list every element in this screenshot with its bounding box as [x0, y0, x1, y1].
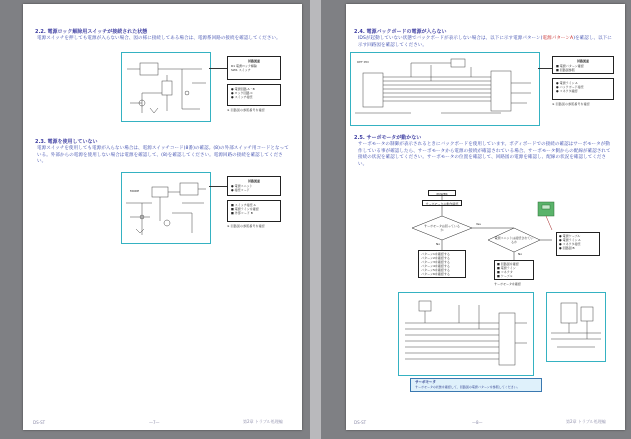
section-heading: 2.2. 電源ロック解除用スイッチが接続された状態 [35, 29, 148, 35]
page-number: —7— [149, 420, 160, 425]
right-page [346, 4, 625, 430]
callout-line: ■ スイッチ接続 A [231, 203, 256, 207]
flow-list-item: パターン3を確認する [421, 260, 450, 264]
section-heading: 2.3. 電源を使用していない [35, 139, 98, 145]
section-text-tail: )を確認し、以下に示す回路図を確認してください。 [358, 36, 612, 48]
callout-line: ● 電源回路 A・B [231, 87, 255, 91]
note-text: サーボモータの状態を確認して、回路図の電源パターンを参照してください。 [415, 385, 520, 389]
section-text: 電源スイッチを使用しても電源が入らない場合は、電源スイッチコード(8番)の確認。(8)の外部スイッチ用コードとなっている。外部からの電源を使用しない場合は電源を確認して、(8)を確認してください。電源回路の接続を確認してください。 [37, 146, 289, 164]
leader-line [209, 186, 227, 187]
detail-figure [546, 292, 606, 362]
callout-box [227, 200, 281, 222]
section-text-main: IDSが起動していない状態でバックボードが表示しない場合は、以下に示す電源パターン( [358, 36, 543, 41]
svg-text:REF PIN: REF PIN [357, 60, 369, 64]
flow-list-item: ■ 電源ライン [497, 266, 516, 270]
flow-list-box [418, 250, 466, 278]
flow-list-item: パターン4を確認する [421, 264, 450, 268]
flow-decision: サーボモータは回っているか [424, 224, 460, 232]
callout-line: ■ 回路図参照 [556, 68, 575, 72]
callout-line: ● 電源ライン A [556, 81, 578, 85]
wiring-figure [398, 292, 534, 376]
callout-line: ■ 電源ラインを確認 [231, 207, 259, 211]
flow-no-label: No [518, 252, 523, 256]
section-text: 電源スイッチを押しても電源が入らない場合、図の様に接続してある場合は、電源系回路の接続を確認してください。 [37, 36, 281, 41]
flow-yes-label: Yes [476, 222, 481, 226]
footer-right: 第2章 トラブル処理編 [243, 419, 283, 424]
callout-line: ● 接続コード [231, 188, 250, 192]
callout-box [227, 176, 281, 196]
section-heading: 2.5. サーボモータが動かない [354, 135, 422, 141]
circuit-diagram [122, 53, 210, 121]
callout-line: ● バックボード接続 [556, 85, 584, 89]
callout-title: 回路図面 [247, 179, 260, 183]
section-text: サーボモータの制御が表示されるときにバックボードを使用しています。ボディボードでの接続の確認はサーボモータが動作している事が確認したら、サーボモータから電源の接続が確認されている場合、サーボモータ側からの配線が確認されて接続の状況を確認してください。サーボモータの位置を確認して、回路図の電源を確認し、配線の状況を確認してください。 [358, 142, 611, 167]
circuit-diagram [122, 173, 210, 243]
callout-line: ● ロック回路 C [231, 91, 253, 95]
figure-note: ※ 回路図の参照番号を確認 [227, 224, 265, 228]
wiring-diagram [399, 293, 533, 375]
callout-title: 回路図面 [247, 59, 260, 63]
flow-list-item: ● コネクタ接続 [559, 242, 581, 246]
circuit-figure [121, 52, 211, 122]
flow-list-item: パターン6を確認する [421, 272, 450, 276]
detail-diagram [547, 293, 605, 361]
note-title: サーボモータ [415, 380, 436, 384]
note-box [410, 378, 542, 392]
flow-list-box [494, 260, 534, 280]
flow-end-note: サーボモータを確認 [494, 282, 521, 286]
flow-start: POWER [428, 190, 456, 196]
flow-list-item: ● 回路図 B [559, 246, 575, 250]
page-gutter [310, 0, 321, 439]
highlight-text: 電源パターンA [542, 36, 574, 41]
callout-line: ● コネクタ確認 [556, 89, 578, 93]
flow-list-item: パターン2を確認する [421, 256, 450, 260]
callout-line: ● 電源ユニット [231, 184, 253, 188]
callout-box [227, 56, 281, 80]
flow-no-label: No [436, 242, 441, 246]
callout-line: SW1 スイッチ [231, 68, 251, 72]
figure-note: ※ 回路図の参照番号を確認 [552, 102, 590, 106]
page-number: —8— [472, 420, 483, 425]
flow-decision: 電源ユニットは接続されているか [494, 236, 534, 244]
figure-note: ※ 回路図の参照番号を確認 [227, 108, 265, 112]
callout-title: 回路図面 [576, 59, 589, 63]
figure-label: MODE [130, 189, 140, 193]
footer-left: DS-ST [354, 420, 367, 425]
flow-list-item: ■ コネクタ [497, 270, 513, 274]
flow-list-item: ● 電源ライン A [559, 238, 581, 242]
callout-line: R1 電源ロック解除 [231, 64, 257, 68]
footer-right: 第2章 トラブル処理編 [566, 419, 606, 424]
circuit-figure [121, 172, 211, 244]
callout-line: ● スイッチ接続 [231, 95, 253, 99]
flow-list-item: ■ 回路図を確認 [497, 262, 519, 266]
leader-line [209, 68, 227, 69]
left-page [23, 4, 302, 430]
flow-list-item: ■ ケーブル [497, 274, 513, 278]
flow-step: サーボモータの動作確認 [422, 200, 462, 206]
section-heading: 2.4. 電源バックボードの電源が入らない [354, 29, 447, 35]
flow-list-item: パターン5を確認する [421, 268, 450, 272]
footer-left: DS-ST [33, 420, 46, 425]
flow-list-box [556, 232, 600, 256]
callout-box [227, 84, 281, 106]
callout-line: ■ 電源パターン確認 [556, 64, 584, 68]
callout-line: ■ 外部コード B [231, 211, 253, 215]
flow-list-item: ● 電源ケーブル [559, 234, 581, 238]
flow-list-item: パターン1を確認する [421, 252, 450, 256]
